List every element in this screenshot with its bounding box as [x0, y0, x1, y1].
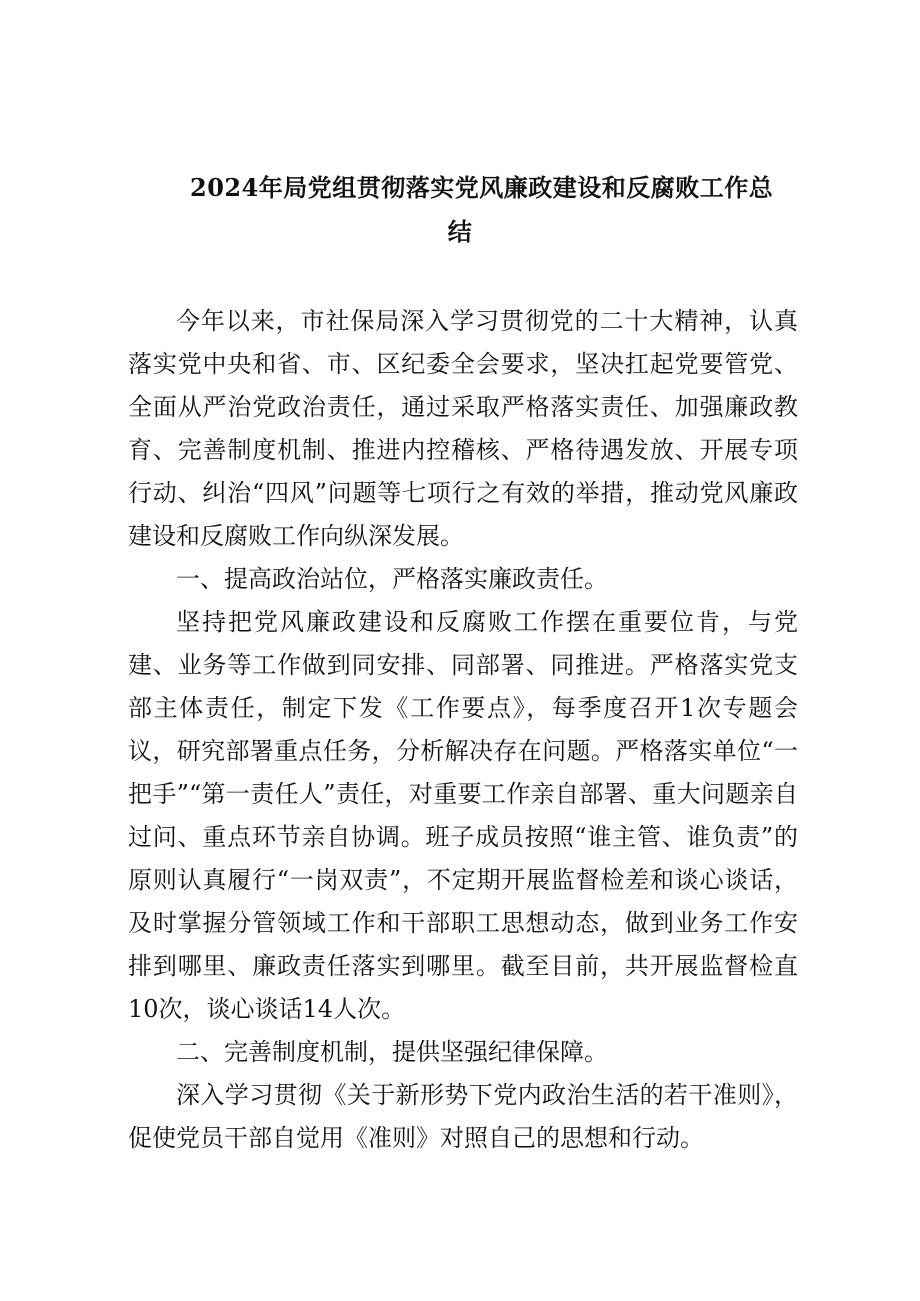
title-line-2: 结: [447, 217, 473, 246]
document-body: [128, 300, 798, 1160]
document-title: [190, 166, 774, 254]
title-line-1: 2024年局党组贯彻落实党风廉政建设和反腐败工作总: [190, 173, 774, 202]
section-2-paragraph: 深入学习贯彻《关于新形势下党内政治生活的若干准则》，促使党员干部自觉用《准则》对照自己的思想和行动。: [128, 1081, 798, 1152]
section-1-paragraph: 坚持把党风廉政建设和反腐败工作摆在重要位肯，与党建、业务等工作做到同安排、同部署、同推进。严格落实党支部主体责任，制定下发《工作要点》，每季度召开1次专题会议，研究部署重点任务，分析解决存在问题。严格落实单位“一把手”“第一责任人”责任，对重要工作亲自部署、重大问题亲自过问、重点环节亲自协调。班子成员按照“谁主管、谁负责”的原则认真履行“一岗双责”，不定期开展监督检差和谈心谈话，及时掌握分管领域工作和干部职工思想动态，做到业务工作安排到哪里、廉政责任落实到哪里。截至目前，共开展监督检直10次，谈心谈话14人次。: [128, 608, 798, 1023]
intro-paragraph: 今年以来，市社保局深入学习贯彻党的二十大精神，认真落实党中央和省、市、区纪委全会要求，坚决扛起党要管党、全面从严治党政治责任，通过采取严格落实责任、加强廉政教育、完善制度机制、推进内控稽核、严格待遇发放、开展专项行动、纠治“四风”问题等七项行之有效的举措，推动党风廉政建设和反腐败工作向纵深发展。: [128, 307, 798, 550]
section-heading-2: 二、完善制度机制，提供坚强纪律保障。: [176, 1038, 608, 1066]
section-heading-1: 一、提高政治站位，严格落实廉政责任。: [176, 565, 608, 593]
